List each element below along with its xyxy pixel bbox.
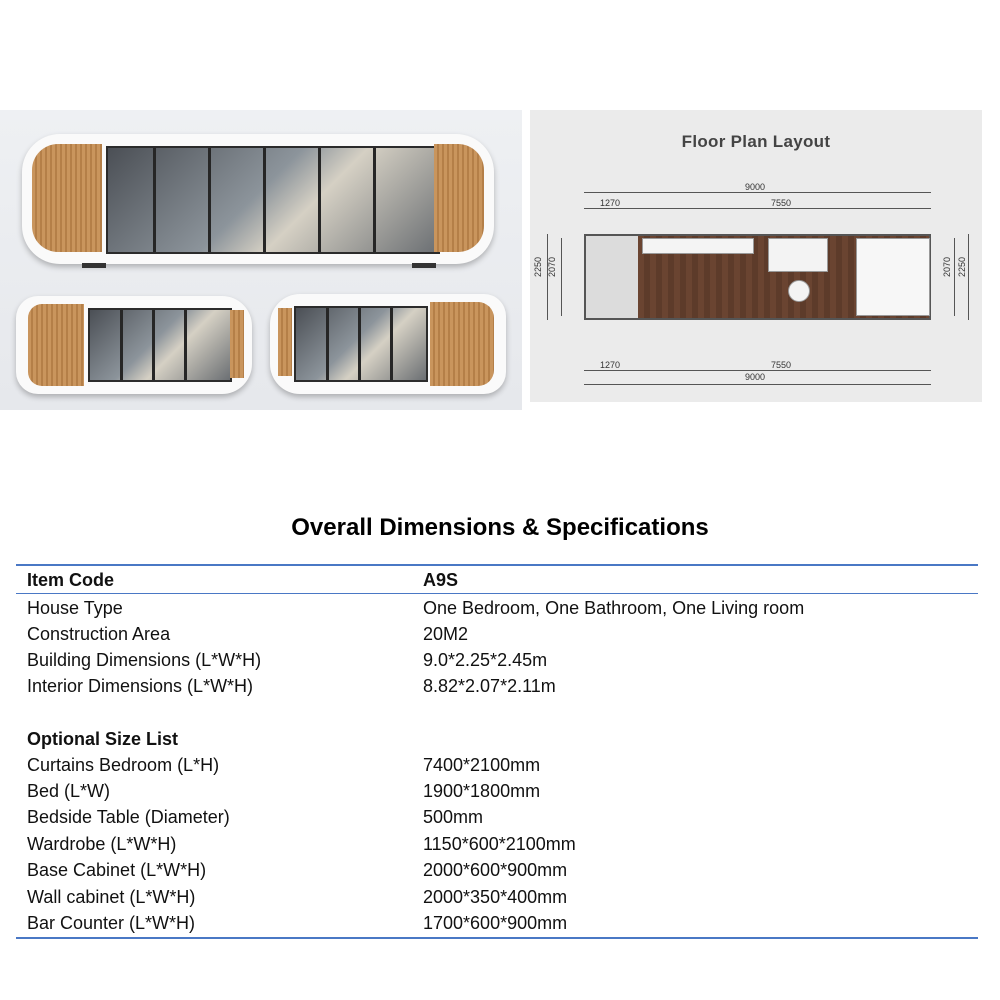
row-value: 500mm: [423, 807, 484, 827]
bathroom-area: [586, 236, 640, 318]
row-value: 20M2: [423, 624, 469, 644]
dimension-line-top-split: [584, 208, 931, 209]
dim-top-right: 7550: [771, 198, 792, 208]
bed: [856, 238, 930, 316]
row-key: Building Dimensions (L*W*H): [27, 650, 262, 670]
dim-bottom-total: 9000: [745, 372, 766, 382]
dim-right-outer: 2250: [957, 256, 968, 278]
table-row: [27, 857, 967, 883]
row-key: Construction Area: [27, 624, 171, 644]
row-value: 1900*1800mm: [423, 781, 541, 801]
table-row: [27, 884, 967, 910]
table-row: [27, 752, 967, 778]
floor-plan-drawing: [584, 234, 931, 320]
optional-size-heading: [27, 726, 967, 752]
capsule-house-left-view: [16, 296, 252, 394]
row-value: 2000*350*400mm: [423, 887, 568, 907]
row-value: 8.82*2.07*2.11m: [423, 676, 556, 696]
dimension-line-bottom-total: [584, 384, 931, 385]
row-value: 1150*600*2100mm: [423, 834, 576, 854]
row-key: House Type: [27, 598, 123, 618]
table-row: [27, 831, 967, 857]
table-row: [27, 673, 967, 699]
row-value: 1700*600*900mm: [423, 913, 568, 933]
row-key: Bed (L*W): [27, 781, 111, 801]
table-row: [27, 647, 967, 673]
dim-left-outer: 2250: [533, 256, 544, 278]
table-header-row: [27, 567, 967, 593]
capsule-house-front-view: [22, 134, 494, 264]
dim-top-total: 9000: [745, 182, 766, 192]
table-row: [27, 595, 967, 621]
bedside-table: [788, 280, 810, 302]
optional-heading-text: Optional Size List: [27, 729, 179, 749]
dimension-line-top-total: [584, 192, 931, 193]
header-value: A9S: [423, 570, 459, 590]
row-value: 7400*2100mm: [423, 755, 541, 775]
dimension-line-right-inner: [954, 238, 955, 316]
row-key: Bar Counter (L*W*H): [27, 913, 196, 933]
table-row: [27, 910, 967, 936]
dim-bottom-left: 1270: [600, 360, 621, 370]
table-top-rule: [16, 564, 978, 566]
capsule-house-right-view: [270, 294, 506, 394]
row-key: Curtains Bedroom (L*H): [27, 755, 220, 775]
row-key: Wardrobe (L*W*H): [27, 834, 177, 854]
table-bottom-rule: [16, 937, 978, 939]
row-value: 9.0*2.25*2.45m: [423, 650, 548, 670]
row-value: One Bedroom, One Bathroom, One Living room: [423, 598, 805, 618]
dim-bottom-right: 7550: [771, 360, 792, 370]
table-row: [27, 778, 967, 804]
row-key: Wall cabinet (L*W*H): [27, 887, 196, 907]
dimension-line-right-outer: [968, 234, 969, 320]
living-bedroom-area: [638, 236, 929, 318]
row-key: Interior Dimensions (L*W*H): [27, 676, 254, 696]
dimension-line-left-inner: [561, 238, 562, 316]
table-header-rule: [16, 593, 978, 594]
dim-left-inner: 2070: [547, 256, 558, 278]
sofa: [768, 238, 828, 272]
spec-title: Overall Dimensions & Specifications: [291, 514, 709, 541]
row-key: Base Cabinet (L*W*H): [27, 860, 207, 880]
base-cabinet: [642, 238, 754, 254]
row-value: 2000*600*900mm: [423, 860, 568, 880]
floor-plan-title: Floor Plan Layout: [681, 132, 831, 151]
dim-right-inner: 2070: [942, 256, 953, 278]
header-key: Item Code: [27, 570, 115, 590]
table-row: [27, 621, 967, 647]
row-key: Bedside Table (Diameter): [27, 807, 230, 827]
product-photo-panel: [0, 110, 522, 410]
dim-top-left: 1270: [600, 198, 621, 208]
table-row: [27, 804, 967, 830]
dimension-line-bottom-split: [584, 370, 931, 371]
